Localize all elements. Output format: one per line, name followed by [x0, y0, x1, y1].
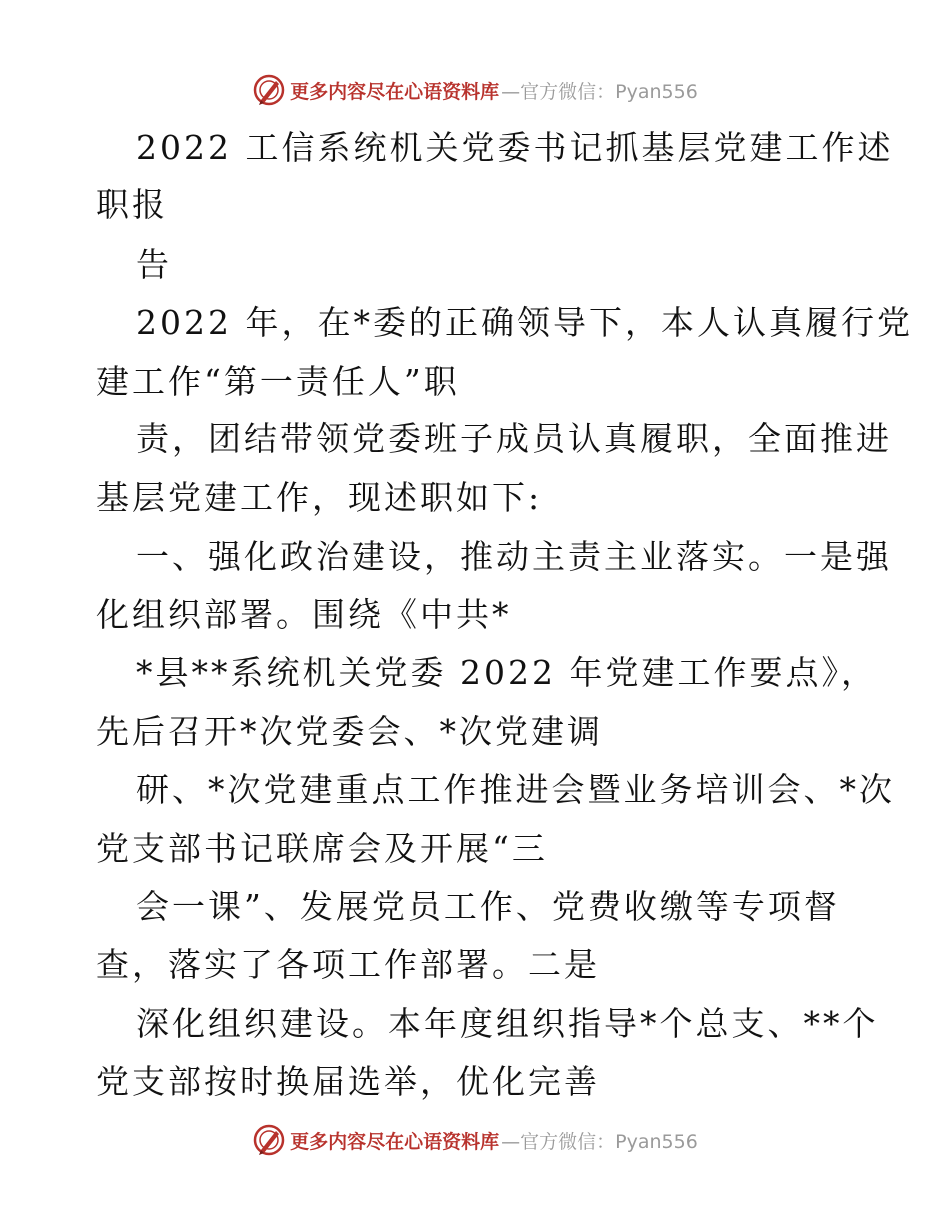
body-line: 建工作“第一责任人”职	[96, 362, 460, 401]
body-line: *县**系统机关党委 2022 年党建工作要点》，	[136, 653, 877, 692]
body-line: 会一课”、发展党员工作、党费收缴等专项督	[136, 887, 840, 926]
banner-wechat-text: —官方微信：Pyan556	[501, 80, 698, 103]
title-line-3: 告	[136, 245, 172, 284]
banner-wechat-text: —官方微信：Pyan556	[501, 1130, 698, 1153]
body-line: 深化组织建设。本年度组织指导*个总支、**个	[136, 1004, 879, 1043]
body-line: 一、强化政治建设，推动主责主业落实。一是强	[136, 537, 892, 576]
title-line-2: 职报	[96, 185, 168, 224]
body-line: 党支部书记联席会及开展“三	[96, 829, 548, 868]
banner-main-text: 更多内容尽在心语资料库	[290, 1130, 500, 1153]
body-line: 先后召开*次党委会、*次党建调	[96, 712, 603, 751]
title-line-1: 2022 工信系统机关党委书记抓基层党建工作述	[136, 128, 894, 167]
body-line: 2022 年，在*委的正确领导下，本人认真履行党	[136, 303, 913, 342]
body-line: 研、*次党建重点工作推进会暨业务培训会、*次	[136, 770, 895, 809]
banner-main-text: 更多内容尽在心语资料库	[290, 80, 500, 103]
body-line: 责，团结带领党委班子成员认真履职，全面推进	[136, 419, 892, 458]
body-line: 基层党建工作，现述职如下:	[96, 478, 543, 517]
body-line: 查，落实了各项工作部署。二是	[96, 945, 600, 984]
body-line: 化组织部署。围绕《中共*	[96, 595, 512, 634]
pen-logo-icon	[252, 1123, 286, 1157]
body-line: 党支部按时换届选举，优化完善	[96, 1062, 600, 1101]
footer-banner	[0, 1120, 950, 1160]
